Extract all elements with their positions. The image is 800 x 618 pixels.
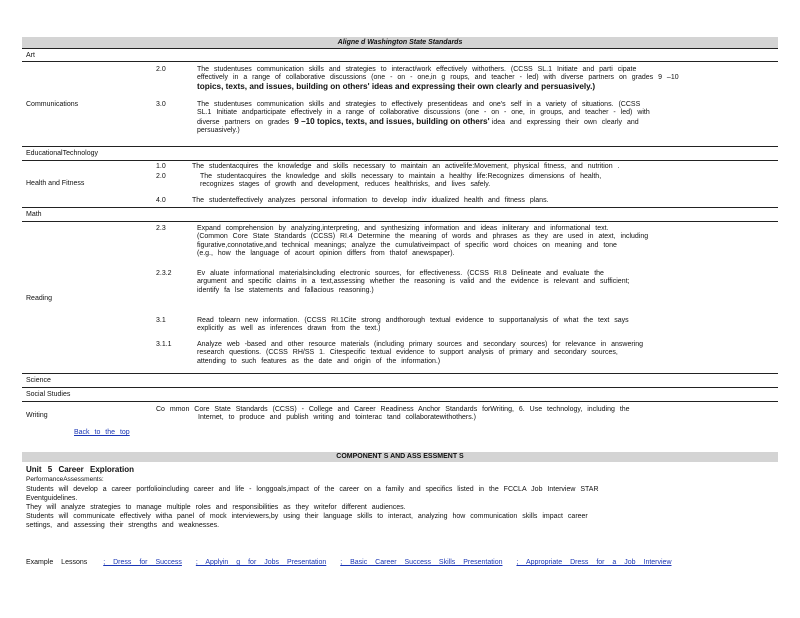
divider <box>22 401 778 402</box>
unit-title: Unit 5 Career Exploration <box>26 465 135 474</box>
standard-text: The studentuses communication skills and strategies to interact/work effectively withothers. (CCSS SL.1 Initiate and parti cipate effectively in a range of collaborative discussions (one - on - one,in g roups, and teacher - led) with diverse partners on grades 9 –10 topics, texts, and issues, building on others' ideas and expressing their own clearly and persuasively.) <box>197 66 679 91</box>
standard-number: 1.0 <box>156 163 166 170</box>
standard-number: 2.0 <box>156 173 166 180</box>
example-lessons-label: Example Lessons <box>26 559 88 566</box>
standard-text: Ev aluate informational materialsincluding electronic sources, for effectiveness. (CCSS RI.8 Delineate and evaluate the argument and specific claims in a text,assessing whether the reasoning is valid and the evidence is relevant and sufficient; identify fa lse statements and fallacious reasoning.) <box>197 270 630 294</box>
divider <box>22 146 778 147</box>
section-science: Science <box>26 377 51 384</box>
standard-number: 3.1.1 <box>156 341 172 348</box>
section-edtech: EducationalTechnology <box>26 150 98 157</box>
section-reading: Reading <box>26 295 53 302</box>
lesson-link-career-success-skills[interactable]: ; Basic Career Success Skills Presentation <box>340 559 503 566</box>
divider <box>22 48 778 49</box>
standard-number: 3.1 <box>156 317 166 324</box>
back-to-top-link[interactable]: Back to the top <box>74 429 130 436</box>
standard-text: Read tolearn new information. (CCSS RI.1Cite strong andthorough textual evidence to supportanalysis of what the text says explicitly as well as inferences drawn from the text.) <box>197 317 629 333</box>
standard-text: The studentuses communication skills and strategies to effectively presentideas and one's self in a variety of situations. (CCSS SL.1 Initiate andparticipate effectively in a range of collaborative discussions (one - on - one, in groups, and teacher - led) with diverse partners on grades 9 –10 topics, texts, and issues, building on others' idea and expressing their own clearly and persuasively.) <box>197 101 650 135</box>
divider <box>22 387 778 388</box>
standard-text: The studentacquires the knowledge and skills necessary to maintain a healthy life:Recognizes dimensions of health, recognizes stages of growth and development, reduces healthrisks, and lives safely. <box>200 173 602 189</box>
standard-number: 3.0 <box>156 101 166 108</box>
standard-text: The studentacquires the knowledge and skills necessary to maintain an activelife:Movement, physical fitness, and nutrition . <box>192 163 620 170</box>
lesson-link-appropriate-dress[interactable]: ; Appropriate Dress for a Job Interview <box>516 559 672 566</box>
section-writing: Writing <box>26 412 48 419</box>
example-lessons <box>26 559 672 566</box>
divider <box>22 373 778 374</box>
standard-number: 4.0 <box>156 197 166 204</box>
standard-number: 2.0 <box>156 66 166 73</box>
standard-number: 2.3.2 <box>156 270 172 277</box>
divider <box>22 221 778 222</box>
standard-text: Expand comprehension by analyzing,interpreting, and synthesizing information and ideas inliterary and informational text. (Common Core State Standards (CCSS) RI.4 Determine the meaning of words and phrases as they are used in atext, including figurative,connotative,and technical meanings; analyze the cumulativeimpact of specific word choices on meaning and tone (e.g., how the language of acourt opinion differs from thatof anewspaper). <box>197 225 649 258</box>
lesson-link-dress-for-success[interactable]: ; Dress for Success <box>103 559 182 566</box>
performance-label: PerformanceAssessments: <box>26 476 104 483</box>
section-social-studies: Social Studies <box>26 391 71 398</box>
standard-number: 2.3 <box>156 225 166 232</box>
divider <box>22 61 778 62</box>
performance-text: Students will develop a career portfolioincluding career and life - longgoals,impact of the career on a family and specifics listed in the FCCLA Job Interview STAR Eventguidelines. They will analyze strategies to manage multiple roles and responsibilities as they writefor different audiences. Students will communicate effectively witha panel of mock interviewers,by using their language skills to interact, analyzing how communication skills impact career settings, and assessing their strengths and weaknesses. <box>26 486 599 529</box>
standard-text: Co mmon Core State Standards (CCSS) - College and Career Readiness Anchor Standards forWriting, 6. Use technology, including the Internet, to produce and publish writing and tointerac tand collaboratewithothers.) <box>156 406 630 422</box>
lesson-link-applying-for-jobs[interactable]: ; Applyin g for Jobs Presentation <box>195 559 327 566</box>
divider <box>22 160 778 161</box>
components-header: COMPONENT S AND ASS ESSMENT S <box>22 452 778 462</box>
divider <box>22 207 778 208</box>
section-health: Health and Fitness <box>26 180 85 187</box>
standards-header: Aligne d Washington State Standards <box>22 37 778 48</box>
section-math: Math <box>26 211 42 218</box>
standard-text: The studenteffectively analyzes personal information to develop indiv idualized health and fitness plans. <box>192 197 549 204</box>
section-communications: Communications <box>26 101 79 108</box>
section-art: Art <box>26 52 35 59</box>
standard-text: Analyze web -based and other resource materials (including primary sources and secondary sources) for relevance in answering research questions. (CCSS RH/SS 1. Citespecific textual evidence to support analysis of primary and secondary sources, attending to such features as the date and origin of the information.) <box>197 341 644 365</box>
